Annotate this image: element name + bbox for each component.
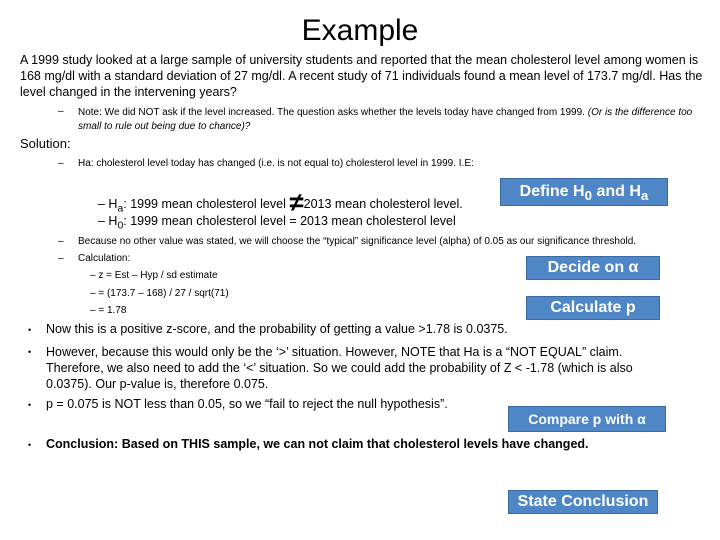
ha-line: [98, 184, 463, 215]
label-decide-alpha: Decide on α: [526, 256, 660, 280]
calc-line-3: – = 1.78: [90, 305, 127, 316]
ha-mid: : 1999 mean cholesterol level: [123, 197, 286, 211]
alpha-text: Because no other value was stated, we will choose the “typical” significance level (alpha) of 0.05 as our significance threshold.: [78, 236, 637, 247]
ha-suffix: 2013 mean cholesterol level.: [303, 197, 463, 211]
label-define-hypotheses: Define $H_0$ and $H_a$: [500, 178, 668, 206]
alpha-dash: –: [58, 236, 64, 247]
h0-prefix: – H: [98, 214, 118, 228]
h0-subscript: 0: [117, 220, 124, 232]
note-main: Note: We did NOT ask if the level increased. The question asks whether the levels today have changed from 1999.: [78, 107, 585, 118]
not-equal-icon: ≠: [289, 187, 304, 217]
bullet-2-text: However, because this would only be the ‘>’ situation. However, NOTE that Ha is a “NOT EQUAL” claim. Therefore, we also need to add the ‘<’ situation. So we could add the probability of Z < -1.78 (which is also 0.0375). Our p-value is, therefore 0.075.: [46, 345, 633, 391]
note-dash: –: [58, 106, 64, 117]
ha-prefix: – H: [98, 197, 118, 211]
label-calculate-p: Calculate p: [526, 296, 660, 320]
bullet-icon: •: [28, 325, 32, 335]
note-text: [78, 106, 708, 134]
intro-paragraph: A 1999 study looked at a large sample of university students and reported that the mean cholesterol level among women is 168 mg/dl with a standard deviation of 27 mg/dl. A recent study of 71 individuals found a mean level of 173.7 mg/dl. Has the level changed in the intervening years?: [20, 53, 703, 99]
bullet-icon: •: [28, 400, 32, 410]
ha-dash: –: [58, 158, 64, 169]
label-state-conclusion: State Conclusion: [508, 490, 658, 514]
calc-dash: –: [58, 253, 64, 264]
label-compare-p-alpha: Compare p with α: [508, 406, 666, 432]
note-italic: (Or is the difference too small to rule out being due to chance)?: [78, 107, 693, 132]
ha-subscript: a: [117, 203, 124, 215]
solution-heading: Solution:: [20, 136, 71, 151]
h0-line: [98, 214, 456, 232]
bullet-icon: •: [28, 440, 32, 450]
slide-title: Example: [301, 14, 419, 47]
calc-line-2: – = (173.7 – 168) / 27 / sqrt(71): [90, 288, 229, 299]
bullet-3-text: p = 0.075 is NOT less than 0.05, so we “fail to reject the null hypothesis”.: [46, 397, 448, 411]
ha-description: Ha: cholesterol level today has changed (i.e. is not equal to) cholesterol level in 1999. I.E:: [78, 158, 474, 169]
bullet-icon: •: [28, 347, 32, 357]
calc-label: Calculation:: [78, 253, 131, 264]
h0-suffix: : 1999 mean cholesterol level = 2013 mean cholesterol level: [123, 214, 456, 228]
bullet-1-text: Now this is a positive z-score, and the probability of getting a value >1.78 is 0.0375.: [46, 322, 508, 336]
bullet-4-text: Conclusion: Based on THIS sample, we can not claim that cholesterol levels have changed.: [46, 437, 589, 451]
calc-line-1: – z = Est – Hyp / sd estimate: [90, 270, 218, 281]
